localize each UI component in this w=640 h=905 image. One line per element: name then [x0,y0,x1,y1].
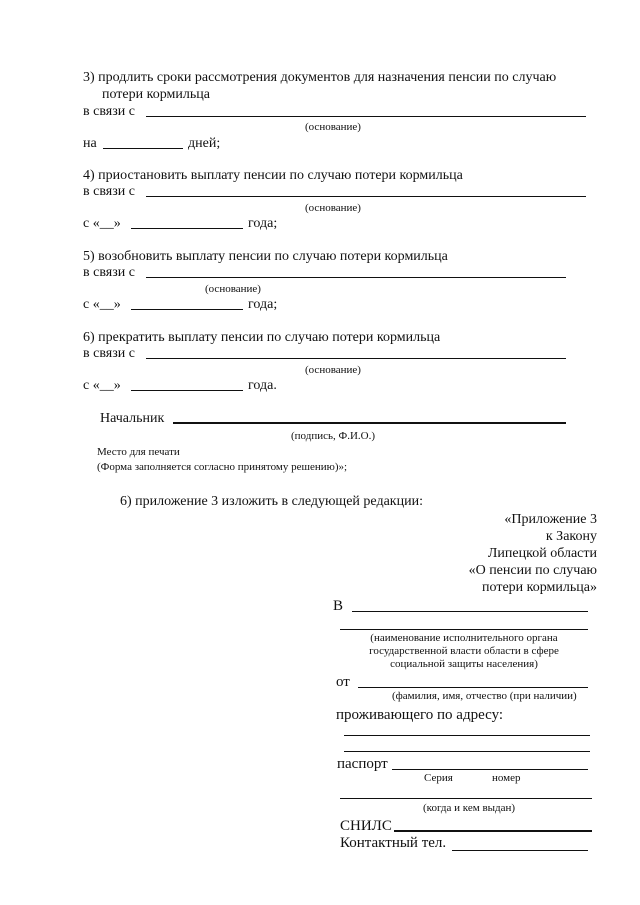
section3-heading-line1: 3) продлить сроки рассмотрения документов для назначения пенсии по случаю [83,70,557,85]
address-field-line2[interactable] [344,751,590,752]
passport-field[interactable] [392,769,588,770]
chief-label: Начальник [100,411,165,426]
to-field-line2[interactable] [340,629,588,630]
residing-label: проживающего по адресу: [336,707,504,723]
org-caption-line1: (наименование исполнительного органа [370,632,558,644]
section6-date-suffix: года. [248,378,277,393]
amendment-text: 6) приложение 3 изложить в следующей редакции: [120,494,423,509]
section6-basis-field[interactable] [146,358,566,359]
to-field[interactable] [352,611,588,612]
series-caption: Серия [424,772,453,784]
form-note: (Форма заполняется согласно принятому решению)»; [97,461,348,473]
stamp-place-label: Место для печати [97,446,180,458]
section3-days-suffix: дней; [188,136,221,151]
section3-basis-caption: (основание) [305,121,361,133]
to-label: В [333,598,344,614]
org-caption-line2: государственной власти области в сфере [369,645,559,657]
section6-due-label: в связи с [83,346,135,361]
appendix-header-line3: Липецкой области [487,546,597,561]
section5-due-label: в связи с [83,265,135,280]
section4-basis-field[interactable] [146,196,586,197]
section6-date-prefix: с «__» [83,378,121,393]
section5-heading: 5) возобновить выплату пенсии по случаю потери кормильца [83,249,448,264]
section3-basis-field[interactable] [146,116,586,117]
section3-due-label: в связи с [83,104,135,119]
section3-days-prefix: на [83,136,97,151]
phone-field[interactable] [452,850,588,851]
issued-caption: (когда и кем выдан) [423,802,516,814]
section5-date-field[interactable] [131,309,243,310]
phone-label: Контактный тел. [340,835,447,851]
from-label: от [336,674,350,690]
section5-basis-caption: (основание) [205,283,261,295]
passport-issued-field[interactable] [340,798,592,799]
section6-heading: 6) прекратить выплату пенсии по случаю потери кормильца [83,330,441,345]
chief-signature-field[interactable] [173,422,566,424]
passport-label: паспорт [337,756,388,772]
snils-label: СНИЛС [340,818,392,834]
section3-heading-line2: потери кормильца [102,87,210,102]
section5-date-suffix: года; [248,297,278,312]
section4-due-label: в связи с [83,184,135,199]
section4-date-field[interactable] [131,228,243,229]
section3-days-field[interactable] [103,148,183,149]
appendix-header-line2: к Закону [545,529,597,544]
section5-basis-field[interactable] [146,277,566,278]
address-field-line1[interactable] [344,735,590,736]
section6-basis-caption: (основание) [305,364,361,376]
org-caption-line3: социальной защиты населения) [390,658,538,670]
section4-basis-caption: (основание) [305,202,361,214]
section4-date-suffix: года; [248,216,278,231]
appendix-header-line1: «Приложение 3 [504,512,597,527]
appendix-header-line4: «О пенсии по случаю [468,563,597,578]
section4-heading: 4) приостановить выплату пенсии по случаю потери кормильца [83,168,463,183]
name-caption: (фамилия, имя, отчество (при наличии) [392,690,577,702]
section4-date-prefix: с «__» [83,216,121,231]
number-caption: номер [492,772,521,784]
appendix-header-line5: потери кормильца» [482,580,597,595]
signature-caption: (подпись, Ф.И.О.) [291,430,375,442]
from-field[interactable] [358,687,588,688]
section6-date-field[interactable] [131,390,243,391]
snils-field[interactable] [394,830,592,832]
section5-date-prefix: с «__» [83,297,121,312]
